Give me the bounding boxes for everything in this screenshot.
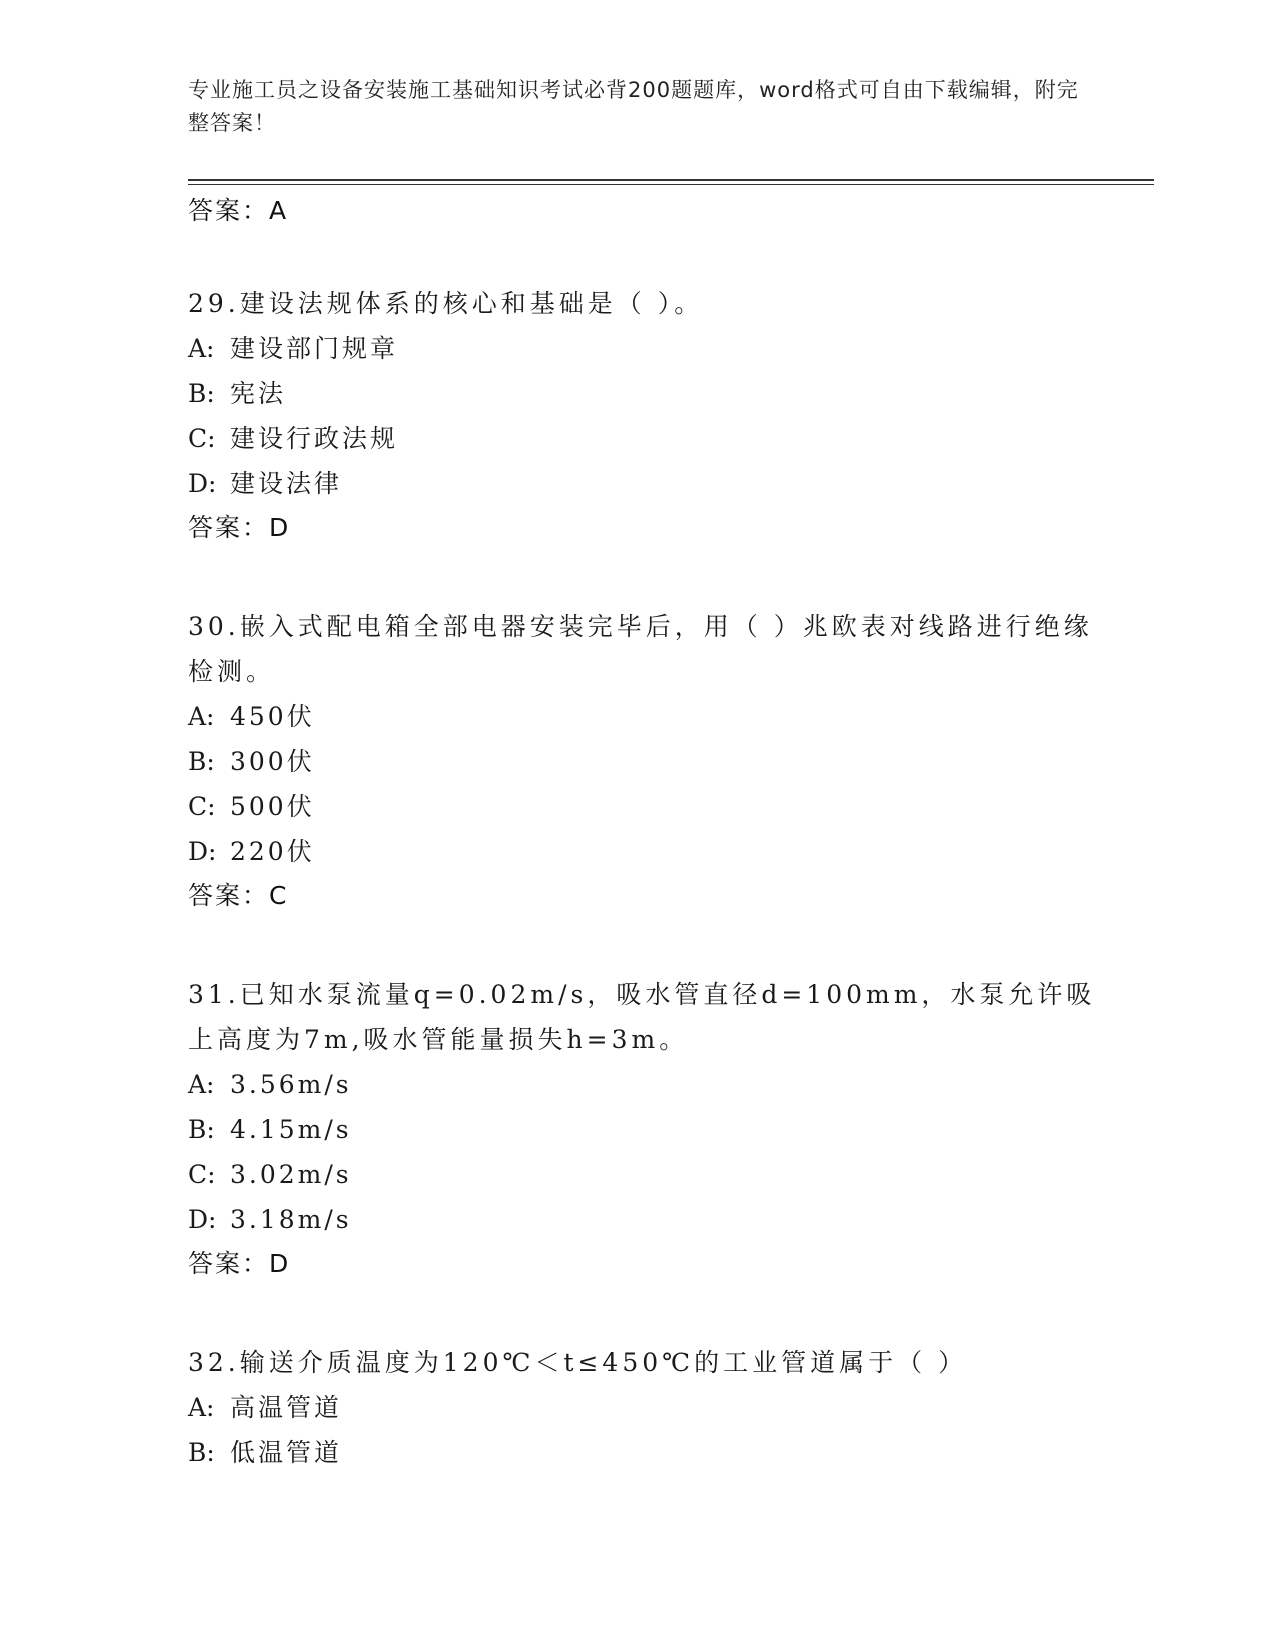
option-text: 建设行政法规 <box>230 424 399 453</box>
option-letter: A: <box>188 1393 215 1422</box>
option-text: 宪法 <box>230 379 287 408</box>
option-c <box>188 1152 1108 1197</box>
option-text: 3.18m/s <box>230 1205 352 1234</box>
question-32 <box>188 1340 1108 1475</box>
option-letter: B: <box>188 1438 215 1467</box>
option-c <box>188 416 1108 461</box>
question-text: 31.已知水泵流量q=0.02m/s，吸水管直径d=100mm，水泵允许吸上高度为7m,吸水管能量损失h=3m。 <box>188 980 1096 1054</box>
question-31 <box>188 972 1108 1286</box>
option-d <box>188 1197 1108 1242</box>
option-letter: C: <box>188 792 216 821</box>
question-text: 29.建设法规体系的核心和基础是（ ）。 <box>188 289 704 318</box>
option-c <box>188 784 1108 829</box>
option-text: 450伏 <box>230 702 315 731</box>
option-d <box>188 829 1108 874</box>
option-letter: B: <box>188 379 215 408</box>
question-list <box>188 194 1108 1475</box>
option-text: 高温管道 <box>230 1393 343 1422</box>
option-a <box>188 694 1108 739</box>
option-b <box>188 1107 1108 1152</box>
option-b <box>188 1430 1108 1475</box>
option-letter: D: <box>188 469 217 498</box>
option-letter: D: <box>188 1205 217 1234</box>
previous-answer: 答案：A <box>188 196 289 225</box>
header-divider-thick <box>188 179 1154 181</box>
option-text: 4.15m/s <box>230 1115 352 1144</box>
question-30 <box>188 604 1108 918</box>
option-b <box>188 739 1108 784</box>
option-letter: A: <box>188 1070 215 1099</box>
question-29 <box>188 281 1108 550</box>
option-text: 3.56m/s <box>230 1070 352 1099</box>
header-divider-thin <box>188 184 1154 185</box>
question-text: 32.输送介质温度为120℃＜t≤450℃的工业管道属于（ ） <box>188 1348 968 1377</box>
answer-label: 答案：D <box>188 1249 291 1278</box>
option-text: 建设部门规章 <box>230 334 399 363</box>
option-text: 300伏 <box>230 747 315 776</box>
page-header-title: 专业施工员之设备安装施工基础知识考试必背200题题库，word格式可自由下载编辑，附完整答案！ <box>188 78 1079 135</box>
answer-label: 答案：D <box>188 513 291 542</box>
option-text: 3.02m/s <box>230 1160 352 1189</box>
option-text: 低温管道 <box>230 1438 343 1467</box>
option-text: 500伏 <box>230 792 315 821</box>
option-letter: B: <box>188 747 215 776</box>
option-letter: A: <box>188 702 215 731</box>
option-a <box>188 326 1108 371</box>
option-letter: C: <box>188 1160 216 1189</box>
option-a <box>188 1385 1108 1430</box>
question-text: 30.嵌入式配电箱全部电器安装完毕后，用（ ）兆欧表对线路进行绝缘检测。 <box>188 612 1093 686</box>
option-d <box>188 461 1108 506</box>
option-text: 建设法律 <box>230 469 343 498</box>
option-letter: B: <box>188 1115 215 1144</box>
option-letter: D: <box>188 837 217 866</box>
option-text: 220伏 <box>230 837 315 866</box>
answer-label: 答案：C <box>188 881 289 910</box>
option-letter: A: <box>188 334 215 363</box>
option-letter: C: <box>188 424 216 453</box>
option-a <box>188 1062 1108 1107</box>
option-b <box>188 371 1108 416</box>
